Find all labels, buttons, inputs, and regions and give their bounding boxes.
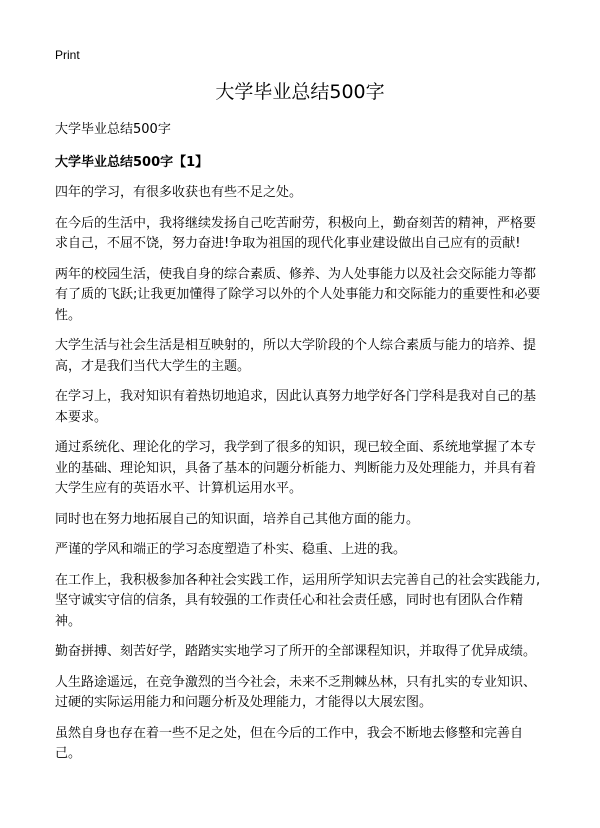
paragraph: 四年的学习，有很多收获也有些不足之处。 [55,185,303,200]
paragraph: 通过系统化、理论化的学习，我学到了很多的知识，现已较全面、系统地掌握了本专业的基础、理论知识，具备了基本的问题分析能力、判断能力及处理能力，并具有着大学生应有的英语水平、计算机运用水平。 [55,440,537,496]
paragraph: 在工作上，我积极参加各种社会实践工作，运用所学知识去完善自己的社会实践能力,坚守诚实守信的信条，具有较强的工作责任心和社会责任感，同时也有团队合作精神。 [55,572,541,629]
section-heading: 大学毕业总结500字【1】 [55,155,209,170]
paragraph: 大学生活与社会生活是相互映射的，所以大学阶段的个人综合素质与能力的培养、提高，才是我们当代大学生的主题。 [55,338,537,374]
page-title: 大学毕业总结500字 [215,81,385,103]
paragraph: 在学习上，我对知识有着热切地追求，因此认真努力地学好各门学科是我对自己的基本要求。 [55,389,537,425]
paragraph: 在今后的生活中，我将继续发扬自己吃苦耐劳，积极向上，勤奋刻苦的精神，严格要求自己，不屈不饶，努力奋进!争取为祖国的现代化事业建设做出自己应有的贡献! [55,215,537,251]
paragraph: 同时也在努力地拓展自己的知识面，培养自己其他方面的能力。 [55,511,420,527]
paragraph: 虽然自身也存在着一些不足之处，但在今后的工作中，我会不断地去修整和完善自己。 [55,725,524,761]
print-link[interactable]: Print [55,48,80,62]
paragraph: 两年的校园生活，使我自身的综合素质、修养、为人处事能力以及社会交际能力等都有了质的飞跃;让我更加懂得了除学习以外的个人处事能力和交际能力的重要性和必要性。 [55,266,541,323]
paragraph: 严谨的学风和端正的学习态度塑造了朴实、稳重、上进的我。 [55,542,407,557]
document-subtitle: 大学毕业总结500字 [55,122,171,137]
paragraph: 勤奋拼搏、刻苦好学，踏踏实实地学习了所开的全部课程知识，并取得了优异成绩。 [55,644,537,659]
paragraph: 人生路途遥远，在竞争激烈的当今社会，未来不乏荆棘丛林，只有扎实的专业知识、过硬的实际运用能力和问题分析及处理能力，才能得以大展宏图。 [55,674,537,710]
document-body [55,121,547,775]
